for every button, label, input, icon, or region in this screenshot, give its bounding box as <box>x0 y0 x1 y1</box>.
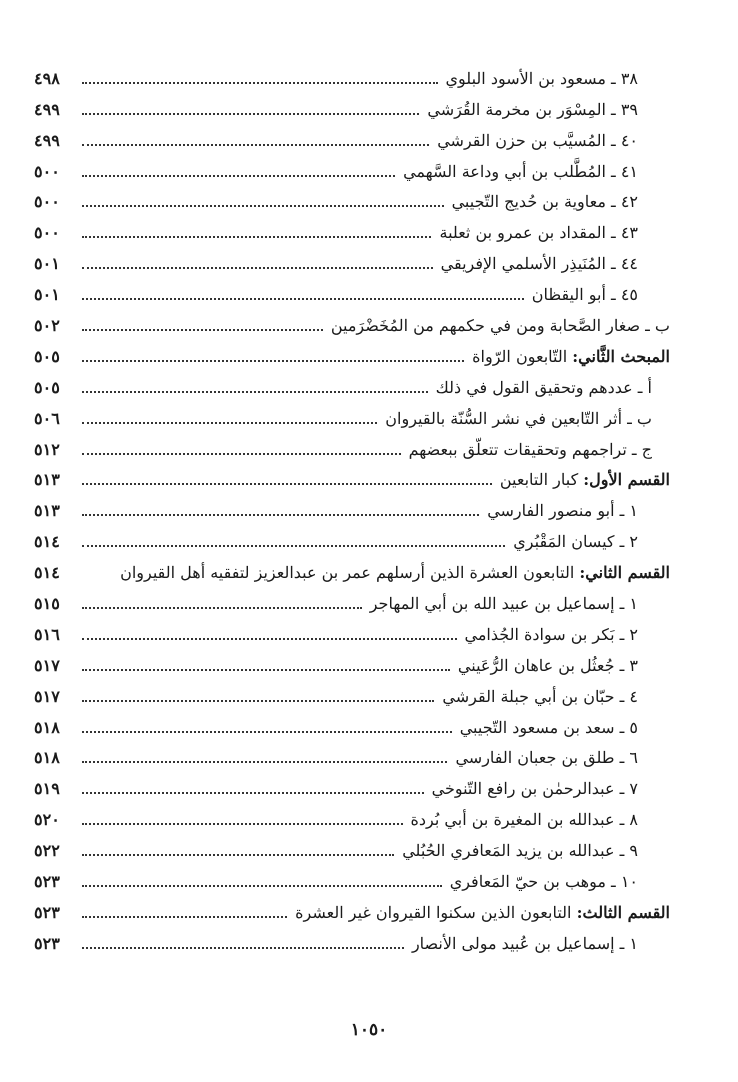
dot-leader <box>82 885 442 887</box>
toc-page-number: ٥١٧ <box>34 655 60 675</box>
toc-entry <box>34 494 670 525</box>
toc-entry-title <box>441 254 638 274</box>
dot-leader <box>82 360 464 362</box>
toc-entry <box>34 742 670 773</box>
toc-entry-text: ج ـ تراجمهم وتحقيقات تتعلّق ببعضهم <box>408 439 652 459</box>
dot-leader <box>82 947 404 949</box>
dot-leader <box>82 113 419 115</box>
toc-entry-text: ٢ ـ بَكر بن سوادة الجُذامي <box>464 624 638 644</box>
toc-section-heading: المبحث الثَّاني: <box>572 346 670 366</box>
toc-entry <box>34 556 670 587</box>
toc-page-number: ٥١٢ <box>34 439 60 459</box>
toc-entry <box>34 711 670 742</box>
toc-page-number: ٥١٤ <box>34 532 60 552</box>
toc-page-number: ٥٠١ <box>34 254 60 274</box>
toc-entry-title <box>436 378 652 398</box>
toc-entry-text: ٣٨ ـ مسعود بن الأسود البلوي <box>445 68 638 88</box>
toc-entry-title <box>460 718 638 738</box>
toc-entry-text: ٨ ـ عبدالله بن المغيرة بن أبي بُردة <box>410 810 638 830</box>
toc-entry-title <box>465 625 638 645</box>
toc-entry <box>34 247 670 278</box>
toc-entry-text: ٢ ـ كيسان المَقْبُري <box>513 532 638 552</box>
toc-entry-title <box>458 656 638 676</box>
toc-entry <box>34 680 670 711</box>
toc-entry <box>34 402 670 433</box>
toc-section-heading: القسم الأول: <box>583 470 670 490</box>
dot-leader <box>82 483 492 485</box>
toc-entry-title <box>295 903 670 923</box>
toc-entry-title <box>450 872 638 892</box>
toc-page-number: ٥١٨ <box>34 748 60 768</box>
toc-entry <box>34 278 670 309</box>
dot-leader <box>82 205 444 207</box>
toc-entry-text: أ ـ عددهم وتحقيق القول في ذلك <box>435 377 652 397</box>
toc-entry-title <box>432 779 638 799</box>
toc-entry <box>34 155 670 186</box>
toc-entry-title <box>409 440 652 460</box>
toc-entry-title <box>370 594 638 614</box>
toc-entry-text: ٤٥ ـ أبو اليقظان <box>531 285 638 305</box>
toc-entry <box>34 587 670 618</box>
toc-page-number: ٥٠٦ <box>34 408 60 428</box>
toc-page-number: ٥٢٣ <box>34 872 60 892</box>
table-of-contents <box>34 62 670 958</box>
dot-leader <box>82 422 377 424</box>
dot-leader <box>82 82 438 84</box>
toc-page-number: ٥١٩ <box>34 779 60 799</box>
toc-entry-text: ٤٤ ـ المُنَيذِر الأسلمي الإفريقي <box>440 254 638 274</box>
toc-page-number: ٥٠٢ <box>34 316 60 336</box>
toc-entry <box>34 834 670 865</box>
toc-entry-title <box>500 470 670 490</box>
toc-entry-text: ٧ ـ عبدالرحمٰن بن رافع التّنوخي <box>431 779 638 799</box>
toc-entry <box>34 309 670 340</box>
toc-entry-title <box>452 192 638 212</box>
toc-entry <box>34 896 670 927</box>
toc-entry-text: ١ ـ إسماعيل بن عبيد الله بن أبي المهاجر <box>369 594 638 614</box>
toc-entry-title <box>455 748 638 768</box>
dot-leader <box>82 731 452 733</box>
toc-entry <box>34 93 670 124</box>
dot-leader <box>82 669 450 671</box>
toc-entry-title <box>487 501 638 521</box>
toc-entry-text: كبار التابعين <box>499 470 584 490</box>
dot-leader <box>82 823 403 825</box>
toc-entry <box>34 124 670 155</box>
toc-page-number: ٥٠١ <box>34 285 60 305</box>
toc-entry-title <box>120 563 670 583</box>
dot-leader <box>82 175 395 177</box>
dot-leader <box>82 916 287 918</box>
toc-page-number: ٥٠٥ <box>34 377 60 397</box>
toc-entry <box>34 371 670 402</box>
toc-entry-title <box>412 934 638 954</box>
toc-entry <box>34 464 670 495</box>
dot-leader <box>82 329 323 331</box>
toc-entry-title <box>513 532 638 552</box>
toc-entry <box>34 525 670 556</box>
page-number: ١٠٥٠ <box>350 1020 388 1040</box>
dot-leader <box>82 236 431 238</box>
toc-page-number: ٥١٧ <box>34 686 60 706</box>
toc-entry-text: التابعون الذين سكنوا القيروان غير العشرة <box>295 902 577 922</box>
toc-page-number: ٥٠٠ <box>34 192 60 212</box>
dot-leader <box>82 761 447 763</box>
toc-entry <box>34 340 670 371</box>
toc-entry-text: ب ـ أثر التّابعين في نشر السُّنّة بالقيروان <box>385 408 652 428</box>
toc-entry-title <box>331 316 670 336</box>
toc-entry <box>34 772 670 803</box>
toc-entry-text: ب ـ صغار الصَّحابة ومن في حكمهم من المُخَضْرَمين <box>330 316 670 336</box>
toc-entry-text: ٣٩ ـ المِسْوَر بن مخرمة القُرَشي <box>427 99 638 119</box>
toc-entry <box>34 62 670 93</box>
toc-entry-title <box>472 347 670 367</box>
dot-leader <box>82 267 433 269</box>
toc-entry <box>34 803 670 834</box>
dot-leader <box>82 391 428 393</box>
toc-entry <box>34 618 670 649</box>
toc-page-number: ٥٢٢ <box>34 841 60 861</box>
toc-page-number: ٥٠٠ <box>34 161 60 181</box>
toc-page-number: ٥٠٠ <box>34 223 60 243</box>
toc-page-number: ٥٢٣ <box>34 933 60 953</box>
dot-leader <box>82 514 479 516</box>
toc-entry-text: ٤٠ ـ المُسيَّب بن حزن القرشي <box>437 130 638 150</box>
toc-entry-title <box>402 841 638 861</box>
dot-leader <box>82 545 505 547</box>
toc-entry-text: التّابعون الرّواة <box>472 346 573 366</box>
toc-page-number: ٥١٥ <box>34 594 60 614</box>
toc-entry-title <box>446 69 639 89</box>
toc-entry-title <box>437 131 638 151</box>
toc-page-number: ٤٩٩ <box>34 99 60 119</box>
toc-page-number: ٥١٣ <box>34 501 60 521</box>
dot-leader <box>82 453 401 455</box>
toc-page-number: ٥١٣ <box>34 470 60 490</box>
toc-entry-text: ١٠ ـ موهب بن حيّ المَعافري <box>449 872 638 892</box>
toc-page-number: ٥٠٥ <box>34 346 60 366</box>
toc-entry-text: ٤ ـ حبّان بن أبي جبلة القرشي <box>442 686 638 706</box>
toc-entry-text: ٤٢ ـ معاوية بن حُديج التّجيبي <box>451 192 638 212</box>
toc-entry-text: ٤١ ـ المُطَّلب بن أبي وداعة السَّهمي <box>403 161 638 181</box>
toc-entry-text: التابعون العشرة الذين أرسلهم عمر بن عبدالعزيز لتفقيه أهل القيروان <box>120 563 580 583</box>
toc-entry-text: ٦ ـ طلق بن جعبان الفارسي <box>455 748 638 768</box>
toc-section-heading: القسم الثاني: <box>579 563 670 583</box>
toc-page-number: ٥٢٠ <box>34 810 60 830</box>
toc-entry-title <box>385 409 652 429</box>
toc-entry-title <box>532 285 638 305</box>
toc-page-number: ٤٩٨ <box>34 68 60 88</box>
toc-entry <box>34 865 670 896</box>
toc-entry-text: ٣ ـ جُعثُل بن عاهان الرُّعَيني <box>457 655 638 675</box>
toc-entry <box>34 649 670 680</box>
toc-section-heading: القسم الثالث: <box>576 902 670 922</box>
dot-leader <box>82 700 434 702</box>
toc-page-number: ٥١٤ <box>34 563 60 583</box>
dot-leader <box>82 607 362 609</box>
dot-leader <box>82 792 424 794</box>
toc-entry-title <box>411 810 638 830</box>
toc-entry-text: ١ ـ إسماعيل بن عُبيد مولى الأنصار <box>411 933 638 953</box>
toc-entry-text: ٩ ـ عبدالله بن يزيد المَعافري الحُبُلي <box>402 841 638 861</box>
toc-entry-title <box>427 100 638 120</box>
toc-entry-text: ٥ ـ سعد بن مسعود التّجيبي <box>459 717 638 737</box>
toc-entry <box>34 433 670 464</box>
dot-leader <box>82 298 524 300</box>
toc-entry-text: ١ ـ أبو منصور الفارسي <box>487 501 638 521</box>
toc-entry <box>34 216 670 247</box>
toc-page-number: ٥٢٣ <box>34 902 60 922</box>
toc-entry-title <box>442 687 638 707</box>
dot-leader <box>82 638 457 640</box>
toc-entry <box>34 186 670 217</box>
toc-page-number: ٥١٨ <box>34 717 60 737</box>
toc-page-number: ٤٩٩ <box>34 130 60 150</box>
toc-entry-title <box>439 223 638 243</box>
toc-page-number: ٥١٦ <box>34 624 60 644</box>
dot-leader <box>82 854 394 856</box>
dot-leader <box>82 144 429 146</box>
toc-entry-title <box>403 162 638 182</box>
toc-entry-text: ٤٣ ـ المقداد بن عمرو بن ثعلبة <box>439 223 638 243</box>
toc-entry <box>34 927 670 958</box>
